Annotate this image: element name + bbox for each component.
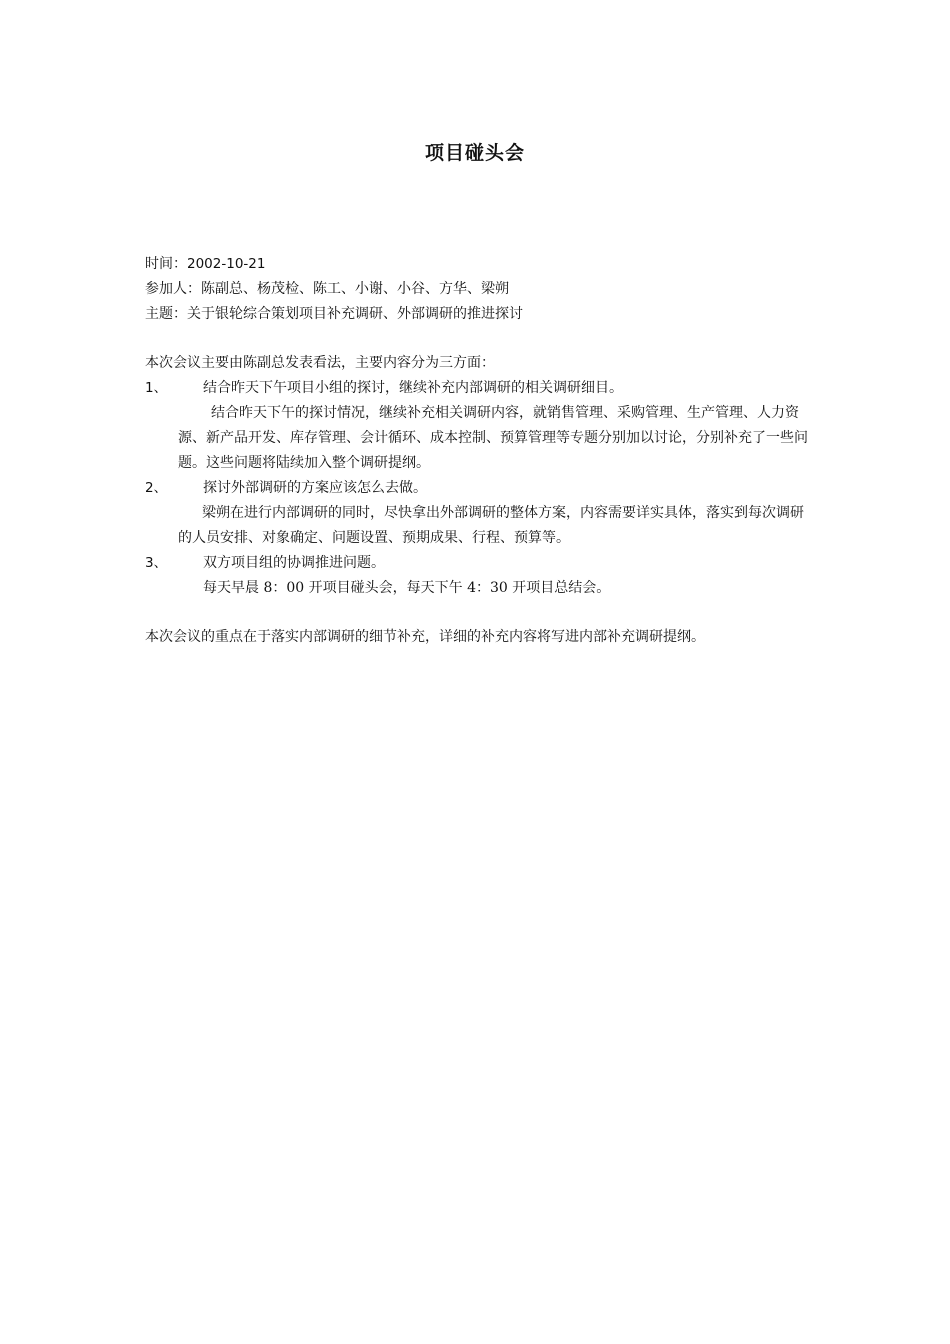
spacer xyxy=(145,327,815,351)
meta-time-label: 时间： xyxy=(145,256,187,272)
agenda-item-number: 1、 xyxy=(145,380,168,396)
conclusion-paragraph: 本次会议的重点在于落实内部调研的细节补充，详细的补充内容将写进内部补充调研提纲。 xyxy=(145,629,705,645)
agenda-item-detail: 每天早晨 8：00 开项目碰头会，每天下午 4：30 开项目总结会。 xyxy=(203,580,611,596)
intro-paragraph: 本次会议主要由陈副总发表看法，主要内容分为三方面： xyxy=(145,355,495,371)
meta-topic xyxy=(145,302,815,327)
meta-topic-value: 关于银轮综合策划项目补充调研、外部调研的推进探讨 xyxy=(187,306,523,322)
spacer xyxy=(145,601,815,625)
agenda-item-1 xyxy=(145,376,815,401)
meta-topic-label: 主题： xyxy=(145,306,187,322)
agenda-item-2 xyxy=(145,476,815,501)
agenda-item-detail: 结合昨天下午的探讨情况，继续补充相关调研内容，就销售管理、采购管理、生产管理、人力资源、新产品开发、库存管理、会计循环、成本控制、预算管理等专题分别加以讨论，分别补充了一些问题。这些问题将陆续加入整个调研提纲。 xyxy=(178,405,808,471)
meta-attendees-label: 参加人： xyxy=(145,281,201,297)
meta-attendees-value: 陈副总、杨茂检、陈工、小谢、小谷、方华、梁朔 xyxy=(201,281,509,297)
agenda-item-number: 3、 xyxy=(145,555,168,571)
agenda-item-heading: 探讨外部调研的方案应该怎么去做。 xyxy=(203,480,427,496)
agenda-item-detail: 梁朔在进行内部调研的同时，尽快拿出外部调研的整体方案，内容需要详实具体，落实到每次调研的人员安排、对象确定、问题设置、预期成果、行程、预算等。 xyxy=(178,505,804,546)
meta-time-value: 2002-10-21 xyxy=(187,256,266,272)
agenda-item-3 xyxy=(145,551,815,576)
document-title: 项目碰头会 xyxy=(424,142,525,164)
document-body xyxy=(145,252,815,650)
meta-attendees xyxy=(145,277,815,302)
agenda-item-number: 2、 xyxy=(145,480,168,496)
agenda-item-heading: 结合昨天下午项目小组的探讨，继续补充内部调研的相关调研细目。 xyxy=(203,380,623,396)
meta-time xyxy=(145,252,815,277)
agenda-item-heading: 双方项目组的协调推进问题。 xyxy=(203,555,385,571)
